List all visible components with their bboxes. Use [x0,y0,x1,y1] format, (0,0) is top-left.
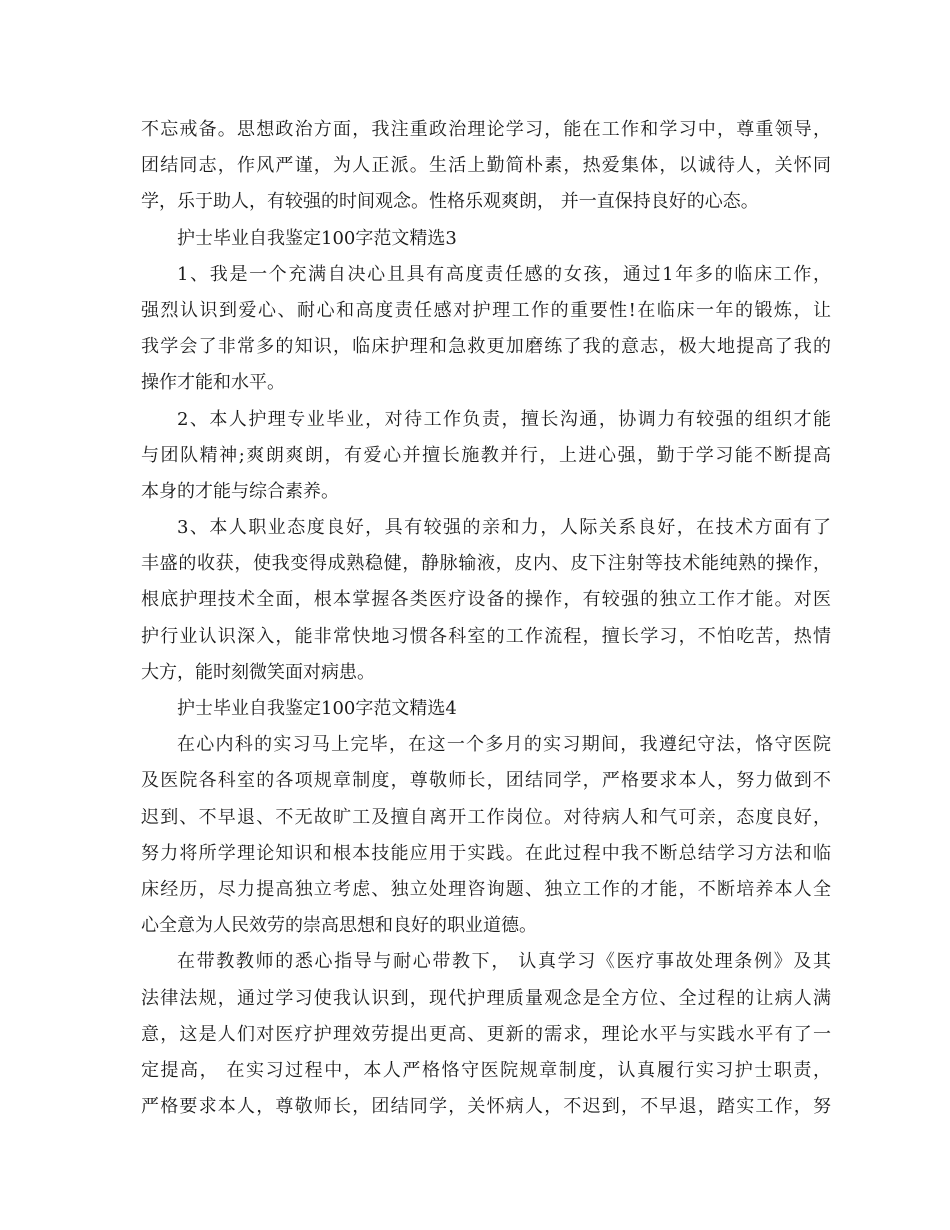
text-line-content: 3、本人职业态度良好，具有较强的亲和力，人际关系良好，在技术方面有了 [177,517,831,539]
text-line [141,872,831,908]
text-line [141,148,831,184]
text-line [141,691,831,727]
text-line [141,510,831,546]
text-line [141,112,831,148]
text-line-content: 床经历，尽力提高独立考虑、独立处理咨询题、独立工作的才能，不断培养本人全 [141,878,831,900]
text-line-content: 我学会了非常多的知识，临床护理和急救更加磨练了我的意志，极大地提高了我的 [141,336,831,358]
text-line [141,1017,831,1053]
text-line [141,800,831,836]
text-line [141,727,831,763]
text-line-content: 2、本人护理专业毕业，对待工作负责，擅长沟通，协调力有较强的组织才能 [177,408,831,430]
text-line-content: 根底护理技术全面，根本掌握各类医疗设备的操作，有较强的独立工作才能。对医 [141,589,831,611]
text-line [141,329,831,365]
text-line-content: 丰盛的收获，使我变得成熟稳健，静脉输液，皮内、皮下注射等技术能纯熟的操作， [141,553,831,575]
text-line-content: 操作才能和水平。 [141,372,285,394]
text-line [141,257,831,293]
text-line [141,908,831,944]
text-line [141,184,831,220]
text-line-content: 团结同志，作风严谨，为人正派。生活上勤简朴素，热爱集体，以诚待人，关怀同 [141,155,831,177]
text-line [141,365,831,401]
text-line-content: 护士毕业自我鉴定100字范文精选3 [177,227,457,249]
text-line [141,402,831,438]
document-body [141,112,831,1125]
text-line [141,293,831,329]
text-line-content: 护行业认识深入，能非常快地习惯各科室的工作流程，擅长学习，不怕吃苦，热情 [141,625,831,647]
text-line-content: 意，这是人们对医疗护理效劳提出更高、更新的需求，理论水平与实践水平有了一 [141,1023,831,1045]
text-line-content: 在心内科的实习马上完毕，在这一个多月的实习期间，我遵纪守法，恪守医院 [177,734,831,756]
text-line-content: 努力将所学理论知识和根本技能应用于实践。在此过程中我不断总结学习方法和临 [141,842,831,864]
text-line-content: 不忘戒备。思想政治方面，我注重政治理论学习，能在工作和学习中，尊重领导， [141,119,831,140]
text-line [141,221,831,257]
text-line [141,981,831,1017]
text-line [141,582,831,618]
text-line-content: 护士毕业自我鉴定100字范文精选4 [177,698,457,719]
text-line [141,474,831,510]
text-line [141,763,831,799]
text-line [141,438,831,474]
text-line [141,546,831,582]
text-line-content: 心全意为人民效劳的崇高思想和良好的职业道德。 [141,915,537,937]
text-line-content: 学，乐于助人，有较强的时间观念。性格乐观爽朗， 并一直保持良好的心态。 [141,191,759,213]
text-line [141,655,831,691]
text-line [141,1089,831,1125]
text-line-content: 1、我是一个充满自决心且具有高度责任感的女孩，通过1年多的临床工作， [177,263,831,285]
text-line-content: 本身的才能与综合素养。 [141,480,339,502]
text-line-content: 强烈认识到爱心、耐心和高度责任感对护理工作的重要性!在临床一年的锻炼，让 [141,299,831,321]
text-line-content: 大方，能时刻微笑面对病患。 [141,661,375,683]
text-line-content: 严格要求本人，尊敬师长，团结同学，关怀病人，不迟到，不早退，踏实工作，努 [141,1096,831,1118]
text-line-content: 及医院各科室的各项规章制度，尊敬师长，团结同学，严格要求本人，努力做到不 [141,770,831,792]
text-line-content: 法律法规，通过学习使我认识到，现代护理质量观念是全方位、全过程的让病人满 [141,987,831,1009]
text-line [141,1053,831,1089]
text-line [141,944,831,980]
text-line-content: 迟到、不早退、不无故旷工及擅自离开工作岗位。对待病人和气可亲，态度良好， [141,806,831,828]
text-line [141,836,831,872]
text-line-content: 定提高， 在实习过程中，本人严格恪守医院规章制度，认真履行实习护士职责， [141,1059,831,1081]
text-line-content: 在带教教师的悉心指导与耐心带教下， 认真学习《医疗事故处理条例》及其 [177,951,831,973]
text-line-content: 与团队精神;爽朗爽朗，有爱心并擅长施教并行，上进心强，勤于学习能不断提高 [141,444,831,466]
text-line [141,619,831,655]
